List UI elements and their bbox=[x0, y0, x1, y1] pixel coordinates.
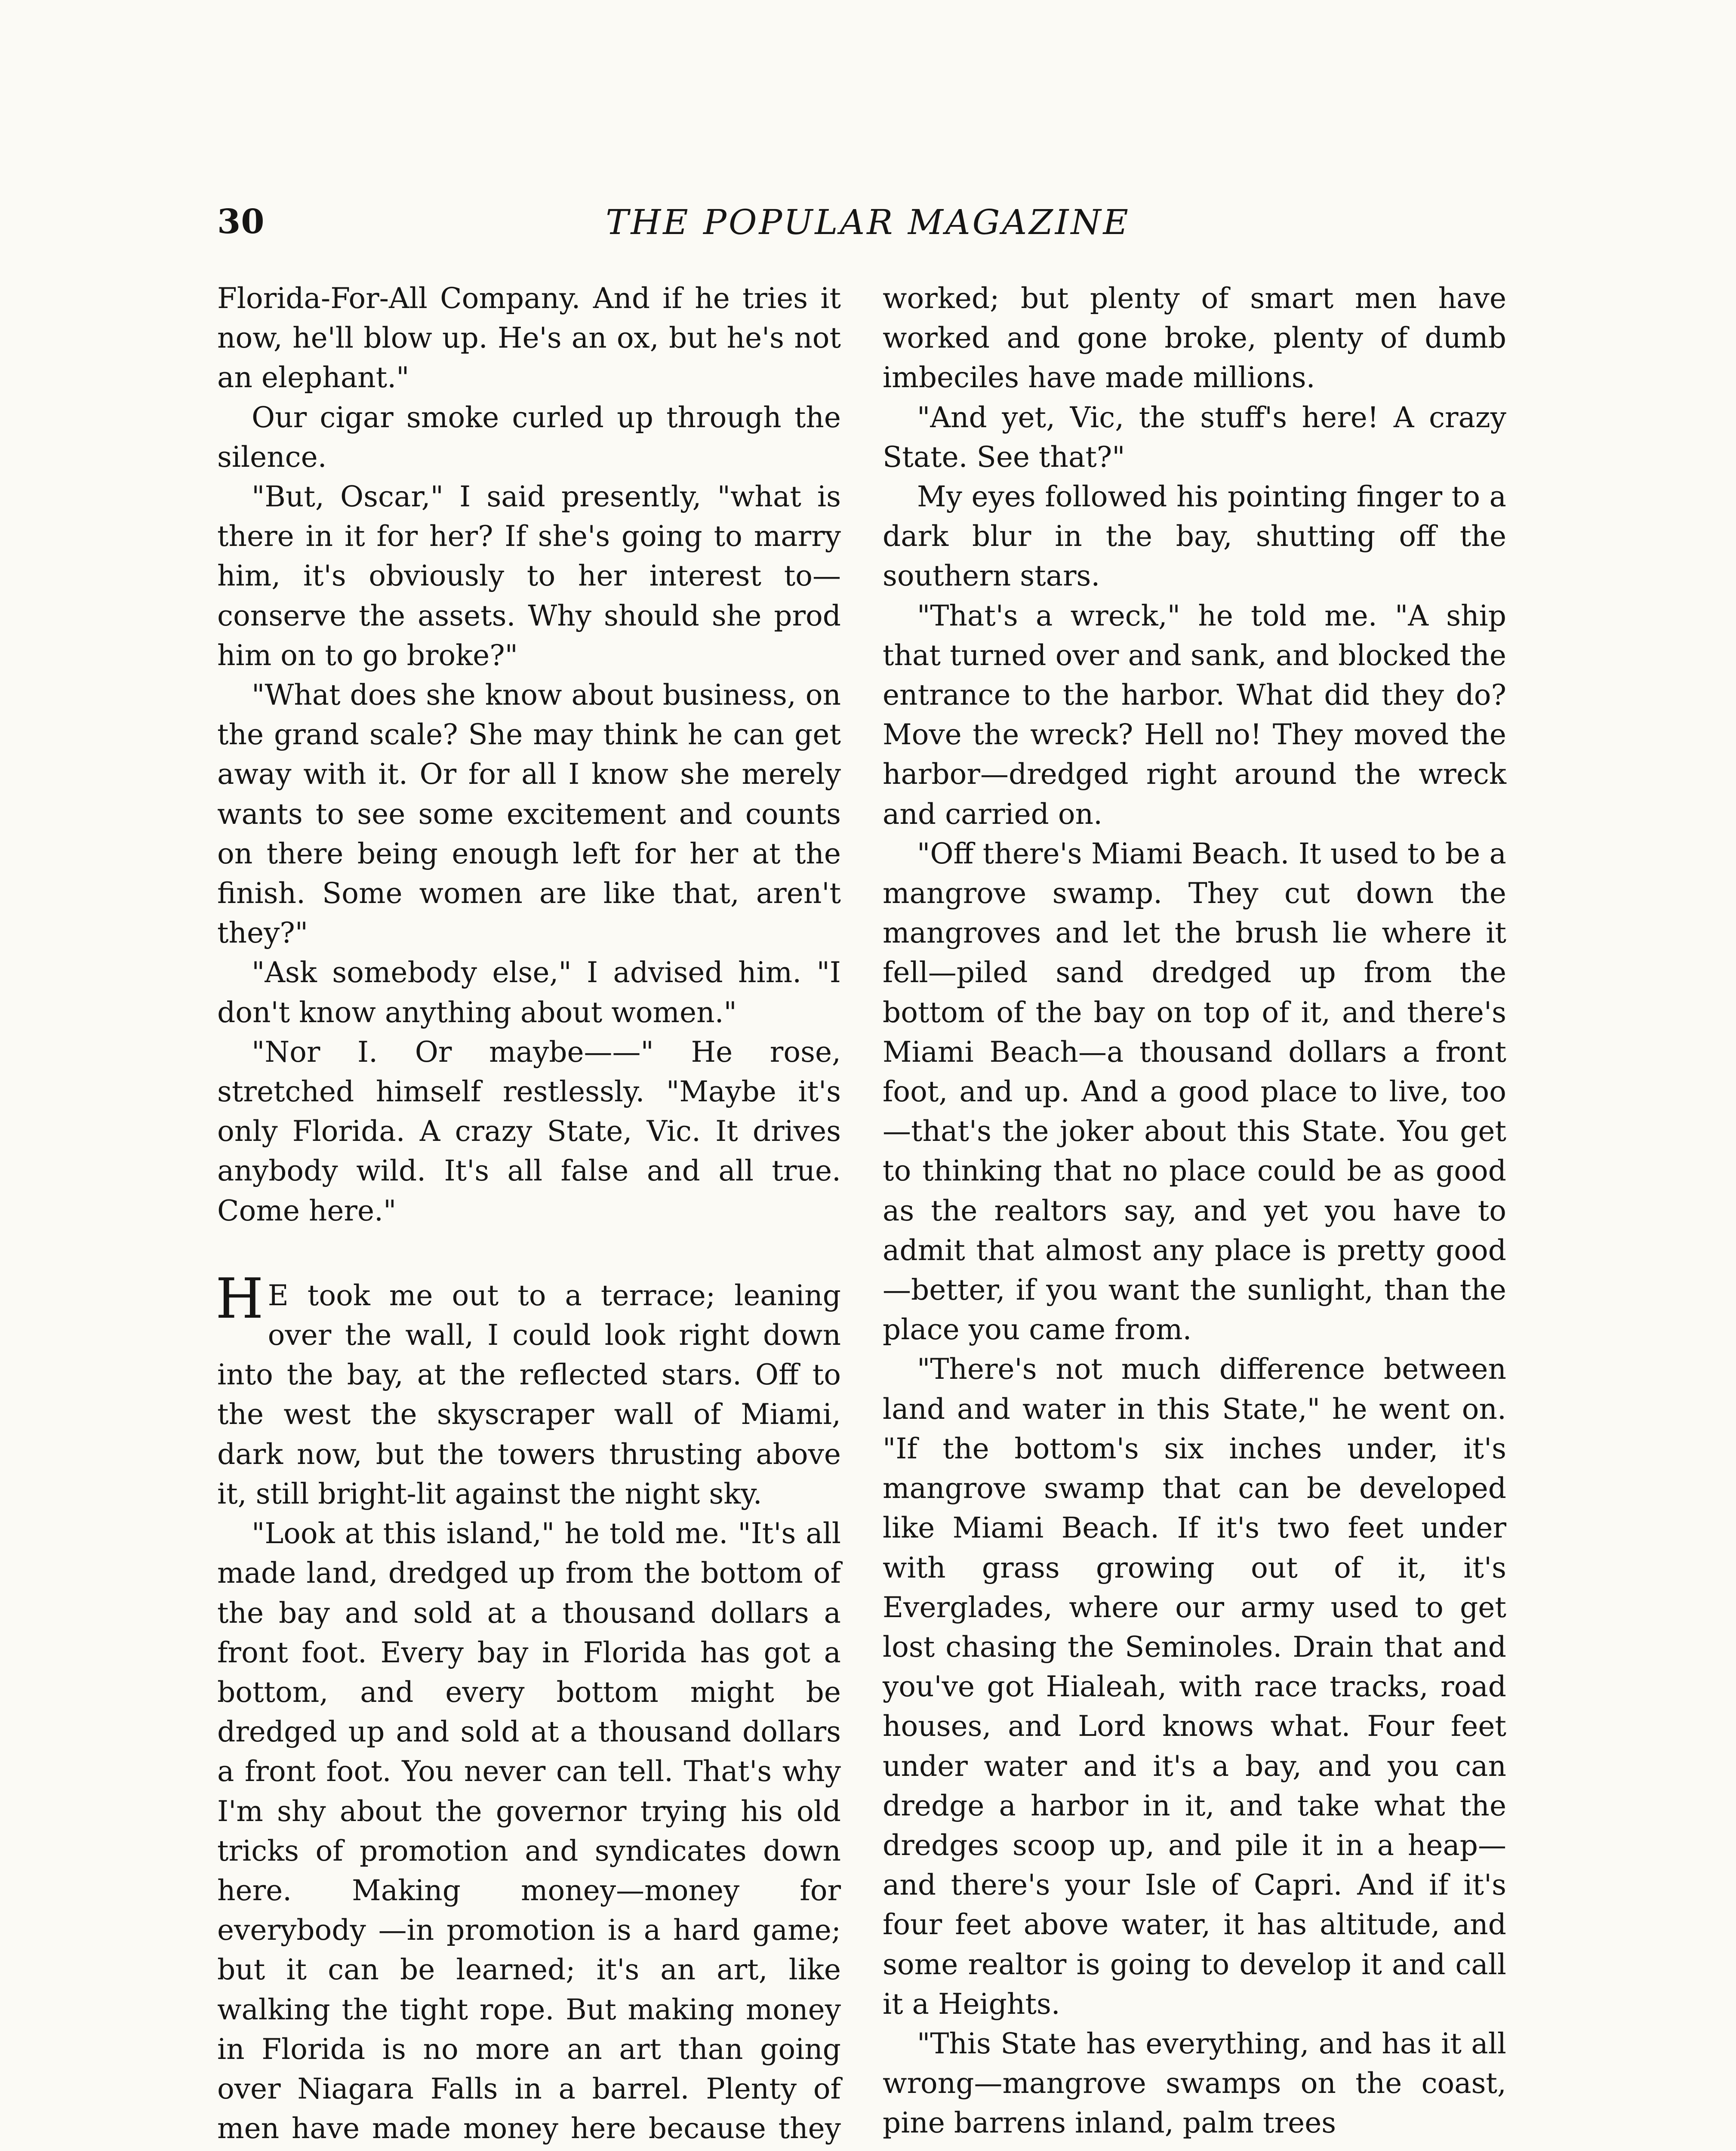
paragraph: "There's not much difference between land and water in this State," he went on. "If the bottom's six inches under, it's mangrove swamp that can be developed like Miami Beach. If it's two feet under with grass growing out of it, it's Everglades, where our army used to get lost chasing the Seminoles. Drain that and you've got Hialeah, with race tracks, road houses, and Lord knows what. Four feet under water and it's a bay, and you can dredge a harbor in it, and take what the dredges scoop up, and pile it in a heap—and there's your Isle of Capri. And if it's four feet above water, it has altitude, and some realtor is going to develop it and call it a Heights. bbox=[883, 1353, 1506, 2021]
right-column bbox=[883, 279, 1506, 2143]
paragraph: My eyes followed his pointing finger to a dark blur in the bay, shutting off the southern stars. bbox=[883, 480, 1506, 593]
paragraph: Florida-For-All Company. And if he tries it now, he'll blow up. He's an ox, but he's not an elephant." bbox=[217, 282, 841, 394]
paragraph: "But, Oscar," I said presently, "what is there in it for her? If she's going to marry him, it's obviously to her interest to—conserve the assets. Why should she prod him on to go broke?" bbox=[217, 480, 841, 672]
paragraph: "What does she know about business, on the grand scale? She may think he can get away with it. Or for all I know she merely wants to see some excitement and counts on there being enough left for her at the finish. Some women are like that, aren't they?" bbox=[217, 678, 841, 950]
paragraph: "This State has everything, and has it all wrong—mangrove swamps on the coast, pine barrens inland, palm trees bbox=[883, 2027, 1506, 2140]
paragraph: "Look at this island," he told me. "It's all made land, dredged up from the bottom of the bay and sold at a thousand dollars a front foot. Every bay in Florida has got a bottom, and every bottom might be dredged up and sold at a thousand dollars a front foot. You never can tell. That's why I'm shy about the governor trying his old tricks of promotion and syndicates down here. Making money—money for everybody —in promotion is a hard game; but it can be learned; it's an art, like walking the tight rope. But making money in Florida is no more an art than going over Niagara Falls in a barrel. Plenty of men have made money here because they bbox=[217, 1517, 841, 2145]
paragraph: "And yet, Vic, the stuff's here! A crazy State. See that?" bbox=[883, 401, 1506, 474]
paragraph: worked; but plenty of smart men have worked and gone broke, plenty of dumb imbeciles have made millions. bbox=[883, 282, 1506, 394]
drop-cap: H bbox=[215, 1267, 264, 1331]
running-head: THE POPULAR MAGAZINE bbox=[606, 202, 1130, 242]
paragraph: "That's a wreck," he told me. "A ship that turned over and sank, and blocked the entrance to the harbor. What did they do? Move the wreck? Hell no! They moved the harbor—dredged right around the wreck and carried on. bbox=[883, 599, 1506, 831]
page-number: 30 bbox=[217, 202, 265, 241]
paragraph: "Nor I. Or maybe——" He rose, stretched himself restlessly. "Maybe it's only Florida. A crazy State, Vic. It drives anybody wild. It's all false and all true. Come here." bbox=[217, 1035, 841, 1227]
paragraph: Our cigar smoke curled up through the silence. bbox=[217, 401, 841, 474]
paragraph: "Ask somebody else," I advised him. "I don't know anything about women." bbox=[217, 956, 841, 1029]
paragraph: "Off there's Miami Beach. It used to be a mangrove swamp. They cut down the mangroves and let the brush lie where it fell—piled sand dredged up from the bottom of the bay on top of it, and there's Miami Beach—a thousand dollars a front foot, and up. And a good place to live, too—that's the joker about this State. You get to thinking that no place could be as good as the realtors say, and yet you have to admit that almost any place is pretty good—better, if you want the sunlight, than the place you came from. bbox=[883, 837, 1506, 1347]
section-opening-paragraph bbox=[215, 1267, 841, 1514]
left-column bbox=[217, 279, 841, 2151]
section-opening-text: E took me out to a terrace; leaning over the wall, I could look right down into the bay, at the reflected stars. Off to the west the skyscraper wall of Miami, dark now, but the towers thrusting above it, still bright-lit against the night sky. bbox=[217, 1279, 841, 1510]
